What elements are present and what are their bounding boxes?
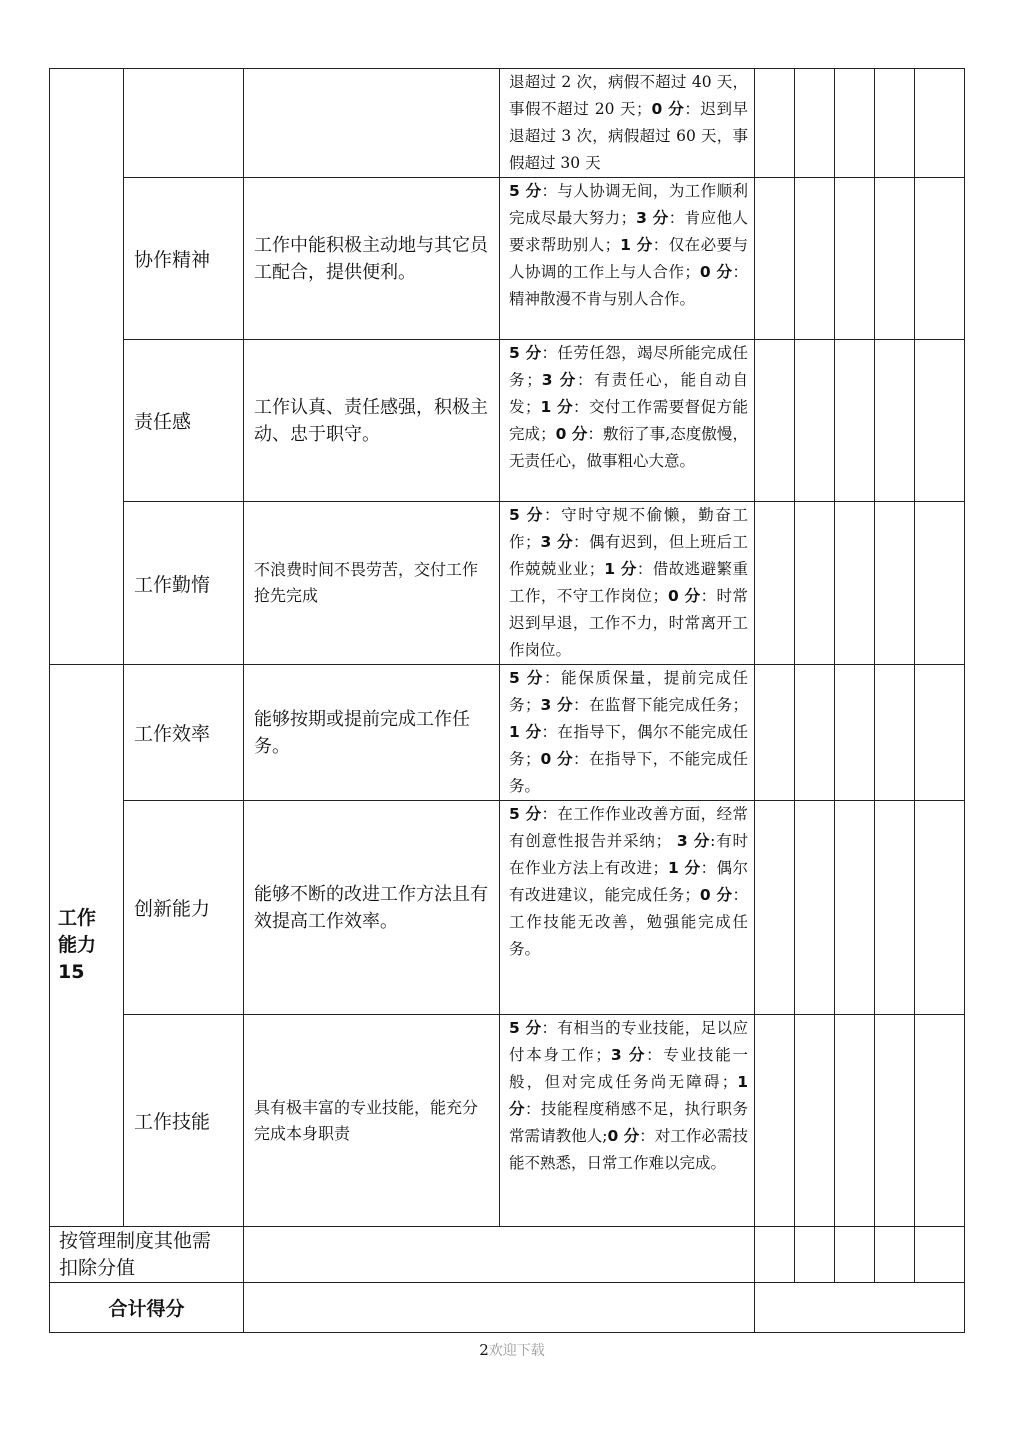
category-score: 15	[58, 961, 85, 983]
score-level-label: 5 分	[509, 805, 542, 823]
item-name: 工作技能	[124, 1015, 244, 1227]
score-cell[interactable]	[915, 178, 965, 340]
score-cell[interactable]	[915, 665, 965, 801]
score-level-label: 1 分	[540, 398, 574, 416]
table-row	[50, 801, 965, 1015]
score-level-label: 3 分	[676, 832, 711, 850]
score-cell[interactable]	[915, 1015, 965, 1227]
score-level-text: ：能保质保量，提前完成任务；	[509, 669, 748, 714]
score-level-label: 3 分	[540, 696, 574, 714]
footer-text: 欢迎下载	[488, 1343, 545, 1359]
table-row	[50, 178, 965, 340]
requirement-text: 不浪费时间不畏劳苦，交付工作抢先完成	[244, 502, 500, 665]
other-deduction-value[interactable]	[244, 1227, 755, 1283]
score-cell[interactable]	[835, 178, 875, 340]
score-cell[interactable]	[795, 340, 835, 502]
score-level-label: 0 分	[699, 263, 733, 281]
item-name: 责任感	[124, 340, 244, 502]
score-level-text: ：工作技能无改善，勉强能完成任务。	[509, 886, 748, 958]
score-level-label: 1 分	[509, 1073, 748, 1118]
table-row	[50, 340, 965, 502]
standard-cell	[500, 502, 755, 665]
item-name: 协作精神	[124, 178, 244, 340]
score-cell[interactable]	[795, 178, 835, 340]
score-level-label: 3 分	[541, 371, 578, 389]
table-row	[50, 665, 965, 801]
score-level-label: 0 分	[607, 1127, 640, 1145]
score-level-text: ：偶尔有改进建议，能完成任务；	[509, 859, 748, 904]
standard-cell	[500, 340, 755, 502]
score-level-label: 3 分	[540, 533, 574, 551]
score-level-text: :有时在作业方法上有改进；	[509, 832, 748, 877]
table-row	[50, 1227, 965, 1283]
score-cell[interactable]	[795, 69, 835, 178]
score-level-text: ：敷衍了事,态度傲慢，无责任心，做事粗心大意。	[509, 425, 748, 470]
score-cell[interactable]	[875, 178, 915, 340]
score-level-text: ：交付工作需要督促方能完成；	[509, 398, 748, 443]
score-level-label: 0 分	[668, 587, 701, 605]
score-cell[interactable]	[915, 340, 965, 502]
score-level-text: ：在指导下，不能完成任务。	[509, 750, 748, 795]
table-row	[50, 1283, 965, 1333]
score-level-text: ：与人协调无间，为工作顺利完成尽最大努力；	[509, 182, 748, 227]
category-label-line1: 工作	[58, 907, 97, 929]
category-cell-upper	[50, 69, 124, 665]
score-level-text: ：专业技能一般，但对完成任务尚无障碍；	[509, 1046, 748, 1091]
score-level-text: ：守时守规不偷懒，勤奋工作；	[509, 506, 748, 551]
score-level-text: ：在监督下能完成任务；	[573, 696, 748, 714]
category-cell	[50, 665, 124, 1227]
score-level-text: ：偶有迟到，但上班后工作兢兢业业；	[509, 533, 748, 578]
other-deduction-line1: 按管理制度其他需	[59, 1229, 212, 1252]
score-level-text: ：迟到早退超过 3 次，病假超过 60 天，事假超过 30 天	[509, 100, 748, 172]
page-number: 2	[479, 1341, 489, 1359]
table-row	[50, 1015, 965, 1227]
requirement-text: 工作中能积极主动地与其它员工配合，提供便利。	[244, 178, 500, 340]
total-score-remark[interactable]	[755, 1283, 965, 1333]
score-level-label: 0 分	[555, 425, 588, 443]
score-level-label: 5 分	[509, 344, 542, 362]
score-level-text: ：技能程度稍感不足，执行职务常需请教他人;	[509, 1100, 748, 1145]
standard-cell	[500, 178, 755, 340]
score-level-text: ：有责任心，能自动自发；	[509, 371, 748, 416]
score-cell[interactable]	[915, 69, 965, 178]
score-level-label: 1 分	[668, 859, 701, 877]
table-row	[50, 502, 965, 665]
score-level-label: 0 分	[699, 886, 733, 904]
score-cell[interactable]	[755, 69, 795, 178]
score-cell[interactable]	[755, 1015, 795, 1227]
item-name: 创新能力	[124, 801, 244, 1015]
score-level-label: 1 分	[604, 560, 637, 578]
score-cell[interactable]	[835, 502, 875, 665]
requirement-text: 能够按期或提前完成工作任务。	[244, 665, 500, 801]
score-level-label: 3 分	[610, 1046, 647, 1064]
evaluation-table	[49, 68, 965, 1333]
requirement-cell	[244, 69, 500, 178]
score-cell[interactable]	[835, 1227, 875, 1283]
score-level-label: 0 分	[540, 750, 574, 768]
score-level-label: 1 分	[509, 723, 542, 741]
item-name: 工作效率	[124, 665, 244, 801]
score-cell[interactable]	[795, 1015, 835, 1227]
score-level-text: ：仅在必要与人协调的工作上与人合作；	[509, 236, 748, 281]
score-level-label: 3 分	[636, 209, 669, 227]
requirement-text: 工作认真、责任感强，积极主动、忠于职守。	[244, 340, 500, 502]
score-cell[interactable]	[875, 69, 915, 178]
score-cell[interactable]	[795, 801, 835, 1015]
score-cell[interactable]	[875, 1227, 915, 1283]
requirement-text: 能够不断的改进工作方法且有效提高工作效率。	[244, 801, 500, 1015]
score-cell[interactable]	[835, 801, 875, 1015]
other-deduction-label	[50, 1227, 244, 1283]
score-cell[interactable]	[875, 1015, 915, 1227]
score-level-text: ：对工作必需技能不熟悉，日常工作难以完成。	[509, 1127, 748, 1172]
standard-cell	[500, 801, 755, 1015]
standard-cell	[500, 665, 755, 801]
score-cell[interactable]	[755, 178, 795, 340]
score-level-label: 5 分	[509, 669, 544, 687]
score-level-text: ：在工作作业改善方面，经常有创意性报告并采纳；	[509, 805, 748, 850]
other-deduction-line2: 扣除分值	[59, 1256, 136, 1279]
score-cell[interactable]	[915, 502, 965, 665]
score-level-text: 退超过 2 次，病假不超过 40 天，事假不超过 20 天；	[509, 73, 748, 118]
item-name: 工作勤惰	[124, 502, 244, 665]
score-cell[interactable]	[875, 665, 915, 801]
score-cell[interactable]	[835, 69, 875, 178]
table-row	[50, 69, 965, 178]
score-level-text: ：精神散漫不肯与别人合作。	[509, 263, 748, 308]
score-cell[interactable]	[835, 340, 875, 502]
total-score-value[interactable]	[244, 1283, 755, 1333]
score-level-label: 0 分	[651, 100, 685, 118]
requirement-text: 具有极丰富的专业技能，能充分完成本身职责	[244, 1015, 500, 1227]
score-level-text: ：在指导下，偶尔不能完成任务；	[509, 723, 748, 768]
score-cell[interactable]	[795, 665, 835, 801]
score-cell[interactable]	[915, 801, 965, 1015]
score-cell[interactable]	[875, 801, 915, 1015]
score-cell[interactable]	[755, 1227, 795, 1283]
score-level-label: 5 分	[509, 182, 542, 200]
score-level-label: 5 分	[509, 506, 544, 524]
score-cell[interactable]	[755, 801, 795, 1015]
score-cell[interactable]	[755, 340, 795, 502]
score-cell[interactable]	[795, 502, 835, 665]
score-cell[interactable]	[755, 502, 795, 665]
score-cell[interactable]	[755, 665, 795, 801]
score-cell[interactable]	[875, 502, 915, 665]
page-footer	[0, 1340, 1024, 1360]
category-label-line2: 能力	[58, 934, 97, 956]
score-level-text: ：有相当的专业技能，足以应付本身工作；	[509, 1019, 748, 1064]
standard-cell	[500, 1015, 755, 1227]
score-cell[interactable]	[835, 1015, 875, 1227]
standard-cell	[500, 69, 755, 178]
score-cell[interactable]	[795, 1227, 835, 1283]
score-cell[interactable]	[835, 665, 875, 801]
score-level-label: 1 分	[620, 236, 653, 254]
score-level-text: ：时常迟到早退，工作不力，时常离开工作岗位。	[509, 587, 748, 659]
score-cell[interactable]	[915, 1227, 965, 1283]
total-score-label: 合计得分	[50, 1283, 244, 1333]
item-cell	[124, 69, 244, 178]
score-cell[interactable]	[875, 340, 915, 502]
score-level-text: ：肯应他人要求帮助别人；	[509, 209, 748, 254]
score-level-text: ：借故逃避繁重工作，不守工作岗位；	[509, 560, 748, 605]
score-level-text: ：任劳任怨，竭尽所能完成任务；	[509, 344, 748, 389]
score-level-label: 5 分	[509, 1019, 542, 1037]
